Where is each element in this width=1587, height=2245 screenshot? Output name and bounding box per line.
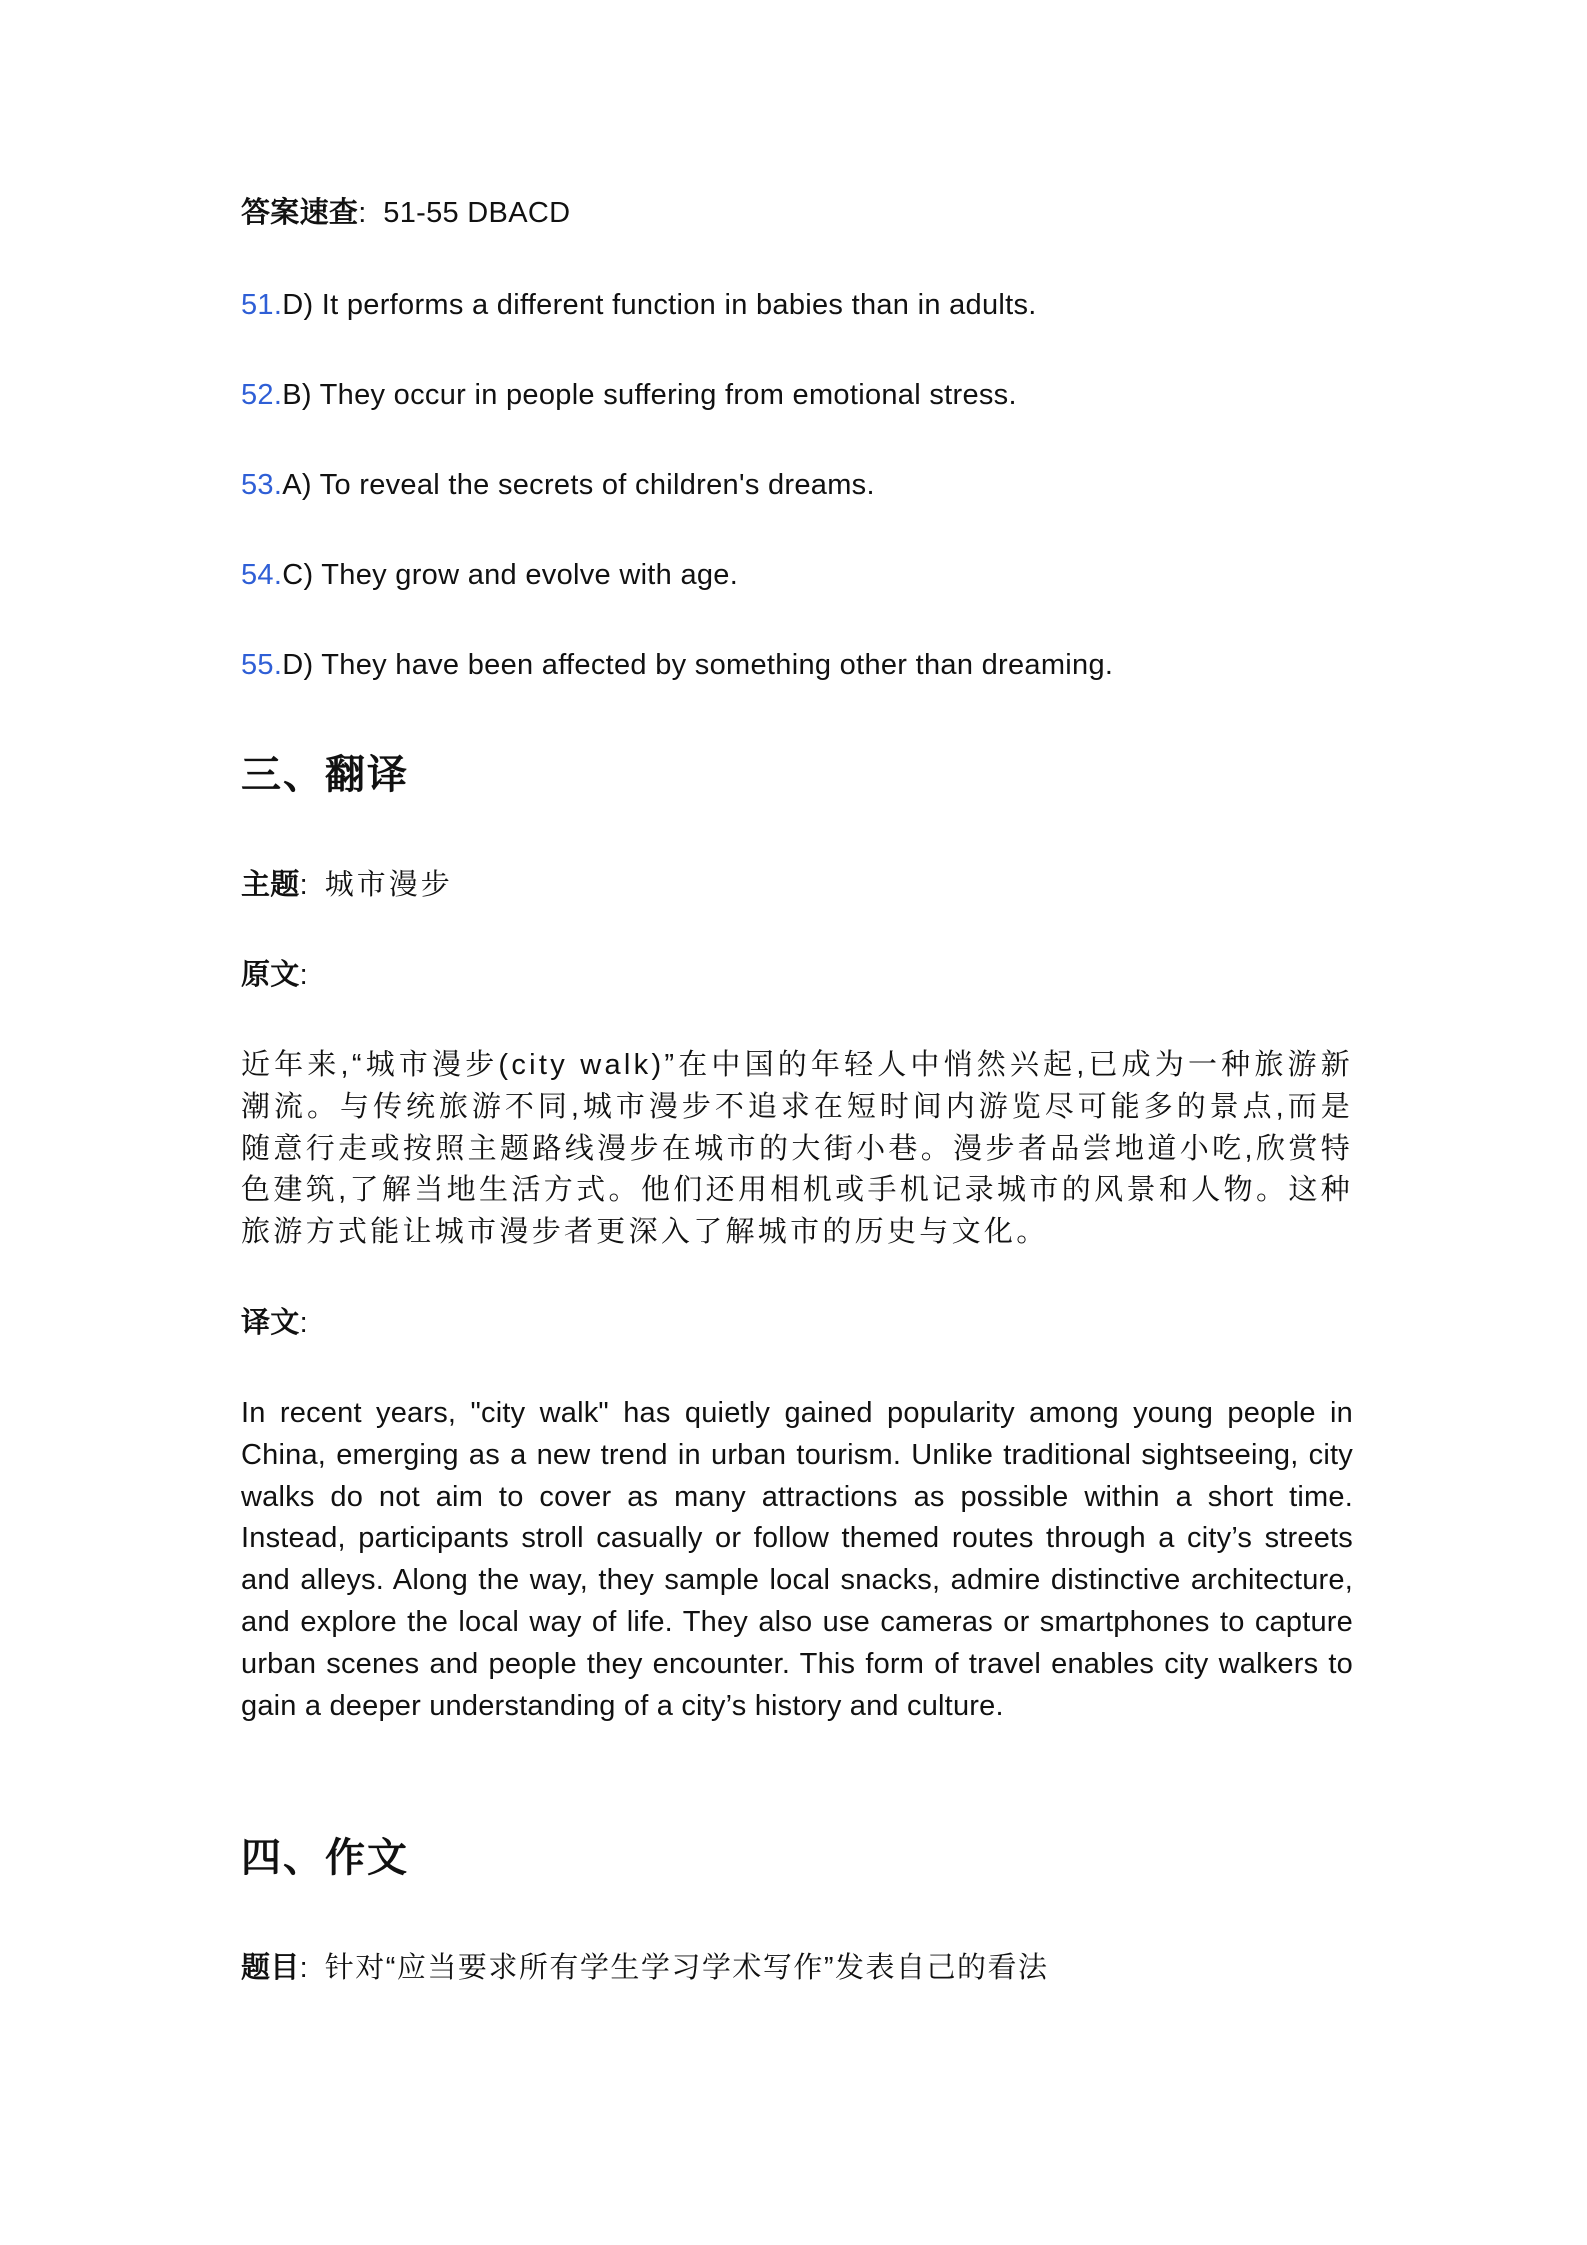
answer-text: C) They grow and evolve with age. xyxy=(282,559,739,591)
section-heading-essay: 四、作文 xyxy=(241,1836,409,1880)
answer-number[interactable]: 52. xyxy=(241,379,283,411)
section-heading-translation: 三、翻译 xyxy=(241,753,409,797)
answer-text: D) It performs a different function in babies than in adults. xyxy=(282,289,1037,321)
answer-item-53 xyxy=(241,465,875,505)
answer-summary-label: 答案速查 xyxy=(241,197,359,229)
topic-sep: : xyxy=(299,869,308,901)
answer-summary-value: 51-55 DBACD xyxy=(383,197,571,229)
answer-text: A) To reveal the secrets of children's dreams. xyxy=(282,469,875,501)
essay-title-value: 针对“应当要求所有学生学习学术写作”发表自己的看法 xyxy=(324,1952,1049,1984)
essay-title-sep: : xyxy=(299,1952,308,1984)
original-text: 近年来,“城市漫步(city walk)”在中国的年轻人中悄然兴起,已成为一种旅游新潮流。与传统旅游不同,城市漫步不追求在短时间内游览尽可能多的景点,而是随意行走或按照主题路线漫步在城市的大街小巷。漫步者品尝地道小吃,欣赏特色建筑,了解当地生活方式。他们还用相机或手机记录城市的风景和人物。这种旅游方式能让城市漫步者更深入了解城市的历史与文化。 xyxy=(241,1049,1353,1249)
original-heading xyxy=(241,955,308,995)
answer-text: B) They occur in people suffering from emotional stress. xyxy=(282,379,1017,411)
translated-heading xyxy=(241,1303,308,1343)
answer-number[interactable]: 54. xyxy=(241,559,283,591)
answer-number[interactable]: 51. xyxy=(241,289,283,321)
answer-item-55 xyxy=(241,645,1113,685)
answer-item-51 xyxy=(241,285,1037,325)
translated-label: 译文 xyxy=(241,1307,300,1339)
answer-number[interactable]: 55. xyxy=(241,649,283,681)
answer-summary xyxy=(241,193,570,233)
translated-text: In recent years, "city walk" has quietly gained popularity among young people in China, emerging as a new trend in urban tourism. Unlike traditional sightseeing, city walks do not aim to cover as many attractions as possible within a short time. Instead, participants stroll casually or follow themed routes through a city’s streets and alleys. Along the way, they sample local snacks, admire distinctive architecture, and explore the local way of life. They also use cameras or smartphones to capture urban scenes and people they encounter. This form of travel enables city walkers to gain a deeper understanding of a city’s history and culture. xyxy=(241,1397,1353,1722)
topic-label: 主题 xyxy=(241,869,300,901)
topic-value: 城市漫步 xyxy=(324,869,453,901)
translation-topic xyxy=(241,865,453,905)
original-sep: : xyxy=(299,959,308,991)
answer-summary-sep: : xyxy=(358,197,367,229)
translated-sep: : xyxy=(299,1307,308,1339)
essay-title-label: 题目 xyxy=(241,1952,300,1984)
essay-title xyxy=(241,1948,1049,1988)
answer-item-52 xyxy=(241,375,1017,415)
original-label: 原文 xyxy=(241,959,300,991)
answer-number[interactable]: 53. xyxy=(241,469,283,501)
answer-item-54 xyxy=(241,555,738,595)
answer-text: D) They have been affected by something other than dreaming. xyxy=(282,649,1114,681)
